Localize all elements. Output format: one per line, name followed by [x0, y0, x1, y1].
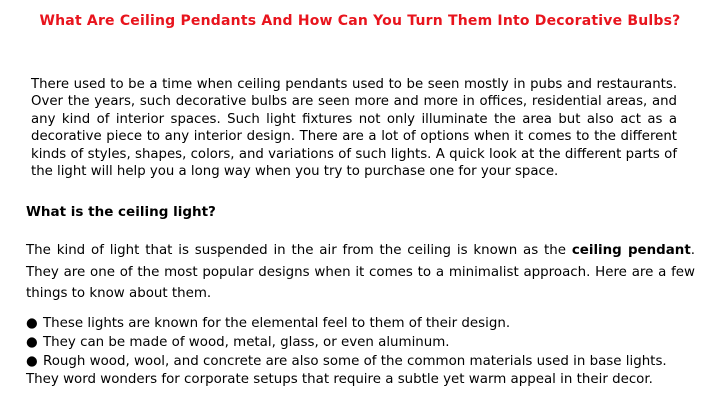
- paragraph-text-end: . They are one of the most popular designs when it comes to a minimalist approach. Here are a few things to know about them.: [26, 243, 695, 301]
- bullet-list: [26, 314, 706, 371]
- bullet-icon: ●: [26, 354, 38, 369]
- bullet-icon: ●: [26, 335, 38, 350]
- paragraph-bold-term: ceiling pendant: [571, 243, 691, 258]
- list-item: [26, 333, 706, 352]
- list-item-text: They can be made of wood, metal, glass, or even aluminum.: [43, 335, 450, 350]
- paragraph-text-start: The kind of light that is suspended in the air from the ceiling is known as the: [26, 243, 572, 258]
- list-item: [26, 352, 706, 371]
- ceiling-light-paragraph: [26, 240, 695, 305]
- closing-sentence: They word wonders for corporate setups that require a subtle yet warm appeal in their decor.: [26, 372, 653, 387]
- bullet-icon: ●: [26, 316, 38, 331]
- list-item-text: Rough wood, wool, and concrete are also some of the common materials used in base lights.: [43, 354, 667, 369]
- list-item-text: These lights are known for the elemental feel to them of their design.: [43, 316, 511, 331]
- list-item: [26, 314, 706, 333]
- intro-paragraph: There used to be a time when ceiling pendants used to be seen mostly in pubs and restaurants. Over the years, such decorative bulbs are seen more and more in offices, residential areas, and any kind of interior spaces. Such light fixtures not only illuminate the area but also act as a decorative piece to any interior design. There are a lot of options when it comes to the different kinds of styles, shapes, colors, and variations of such lights. A quick look at the different parts of the light will help you a long way when you try to purchase one for your space.: [31, 77, 677, 180]
- page-title: What Are Ceiling Pendants And How Can You Turn Them Into Decorative Bulbs?: [39, 13, 681, 29]
- section-heading: What is the ceiling light?: [26, 204, 216, 220]
